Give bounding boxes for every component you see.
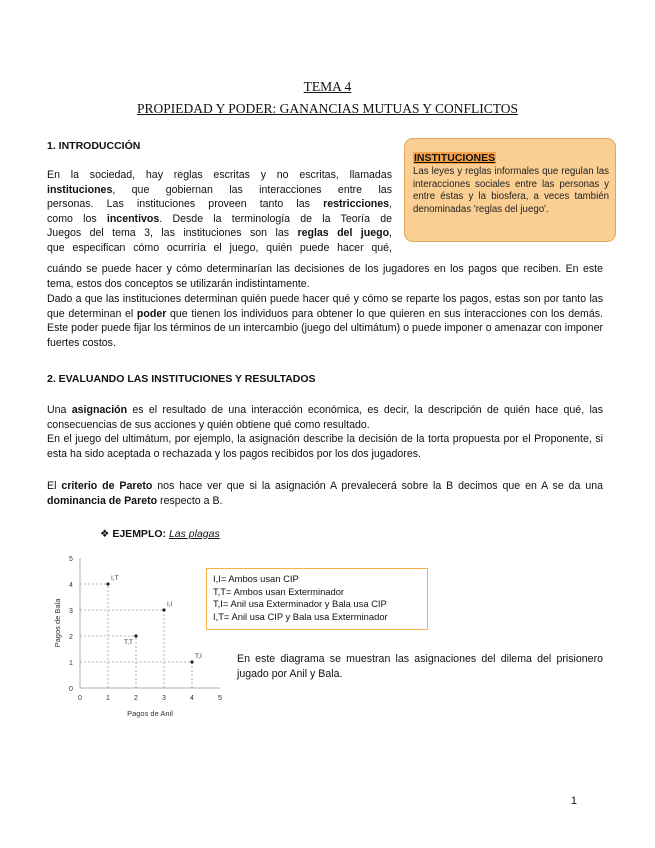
y-tick-label: 3	[69, 608, 73, 615]
doc-title: TEMA 4	[303, 79, 352, 94]
legend-item: I,I= Ambos usan CIP	[213, 573, 299, 584]
x-tick-label: 5	[218, 695, 222, 702]
instituciones-callout	[404, 138, 616, 242]
intro-line: Juegos del tema 3, las instituciones son las reglas del juego,	[47, 227, 392, 240]
x-tick-label: 4	[190, 695, 194, 702]
y-tick-label: 1	[69, 660, 73, 667]
diagram-caption: En este diagrama se muestran las asignaciones del dilema del prisionero jugado por Anil y Bala.	[237, 653, 603, 680]
example-label: EJEMPLO	[112, 528, 163, 540]
asignacion-paragraph: Una asignación es el resultado de una interacción económica, es decir, la descripción de quién hace qué, las consecuencias de sus acciones y quién obtiene qué como resultado.	[47, 404, 603, 431]
power-paragraph: Dado a que las instituciones determinan quién puede hacer qué y cómo se reparte los pagos, estas son por tanto las que determinan el poder que tienen los individuos para obtener lo que quieren en sus interacciones con los demás. Este poder puede fijar los términos de un intercambio (juego del ultimátum) o puede imponer o amenazar con imponer fuertes costos.	[47, 293, 603, 349]
intro-line: personas. Las instituciones proveen tanto las restricciones,	[47, 198, 392, 211]
y-tick-label: 0	[69, 686, 73, 693]
data-point-label: I,I	[167, 601, 173, 608]
example-title: Las plagas	[168, 528, 220, 540]
intro-line: instituciones, que gobiernan las interacciones entre las	[47, 183, 392, 196]
intro-line: En la sociedad, hay reglas escritas y no escritas, llamadas	[47, 169, 392, 181]
callout-title: INSTITUCIONES	[414, 152, 496, 164]
intro-line: como los incentivos. Desde la terminología de la Teoría de	[47, 212, 392, 225]
example-heading: ❖ EJEMPLO: Las plagas	[100, 528, 220, 540]
legend-item: T,I= Anil usa Exterminador y Bala usa CIP	[213, 598, 387, 610]
section-2-heading: 2. EVALUANDO LAS INSTITUCIONES Y RESULTADOS	[47, 373, 316, 385]
diamond-bullet-icon: ❖	[100, 528, 110, 540]
y-tick-label: 4	[69, 582, 73, 589]
legend-item: T,T= Ambos usan Exterminador	[213, 585, 345, 597]
data-point-label: I,T	[111, 575, 119, 582]
y-tick-label: 2	[69, 634, 73, 641]
intro-line: que especifican cómo ocurriría el juego, quién puede hacer qué,	[47, 242, 392, 254]
data-point	[134, 634, 137, 637]
data-point-label: T,I	[195, 653, 202, 660]
intro-paragraph-continued: cuándo se puede hacer y cómo determinarían las decisiones de los jugadores en los pagos que reciben. En este tema, estos dos conceptos se utilizarán indistintamente.	[47, 263, 603, 290]
x-axis-label: Pagos de Anil	[127, 709, 173, 718]
x-tick-label: 3	[162, 695, 166, 702]
doc-subtitle: PROPIEDAD Y PODER: GANANCIAS MUTUAS Y CONFLICTOS	[136, 101, 519, 116]
data-point	[162, 608, 165, 611]
x-tick-label: 2	[134, 695, 138, 702]
y-axis-label: Pagos de Bala	[53, 598, 62, 648]
ultimatum-paragraph: En el juego del ultimátum, por ejemplo, la asignación describe la decisión de la torta propuesta por el Proponente, si esta ha sido aceptada o rechazada y los pagos recibidos por los dos jugadores.	[47, 433, 603, 460]
allocation-legend	[206, 568, 428, 630]
pareto-paragraph: El criterio de Pareto nos hace ver que si la asignación A prevalecerá sobre la B decimos que en A se da una dominancia de Pareto respecto a B.	[47, 480, 603, 507]
y-tick-label: 5	[69, 556, 73, 563]
data-point	[106, 582, 109, 585]
data-point-label: T,T	[124, 639, 134, 646]
data-point	[190, 660, 193, 663]
section-1-heading: 1. INTRODUCCIÓN	[47, 140, 141, 152]
legend-item: I,T= Anil usa CIP y Bala usa Exterminador	[213, 610, 388, 622]
callout-text: Las leyes y reglas informales que regulan las interacciones sociales entre las personas y entre éstas y la biosfera, a veces también denominadas 'reglas del juego'.	[413, 166, 609, 215]
x-tick-label: 1	[106, 695, 110, 702]
page-number: 1	[570, 795, 577, 807]
x-tick-label: 0	[78, 695, 82, 702]
